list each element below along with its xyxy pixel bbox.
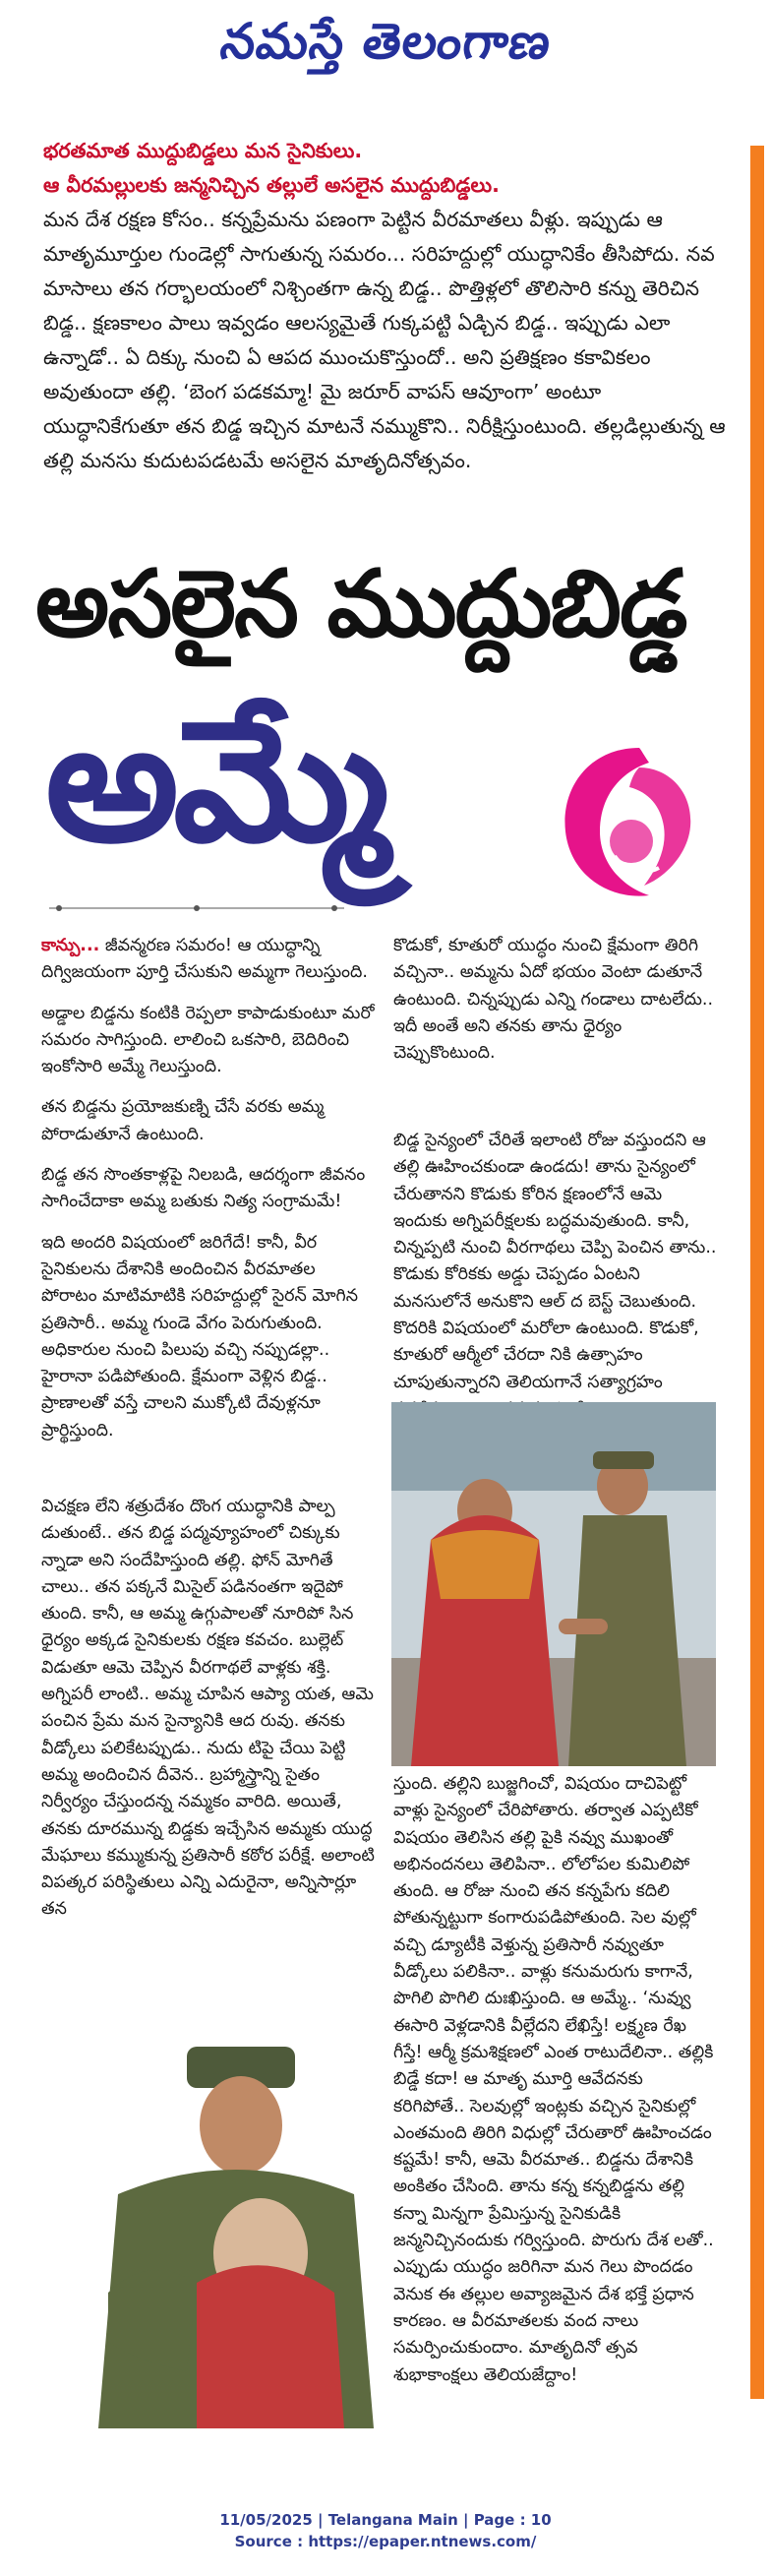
intro-block	[43, 134, 730, 478]
masthead	[0, 0, 771, 81]
newspaper-title: నమస్తే తెలంగాణ	[216, 12, 556, 70]
article-paragraph: అడ్డాల బిడ్డను కంటికి రెప్పలా కాపాడుకుంటూ మరో సమరం సాగిస్తుంది. లాలించి ఒకసారి, బెదిరించి ఇంకోసారి అమ్మే గెలుస్తుంది.	[41, 1003, 375, 1077]
article-column-right-bottom	[393, 1771, 718, 2403]
article-column-left-bottom	[41, 1494, 376, 1937]
side-accent-rule	[750, 146, 764, 2399]
footer-edition-info: 11/05/2025 | Telangana Main | Page : 10	[219, 2511, 552, 2529]
article-lead-word: కాన్పు...	[41, 936, 100, 955]
photo-mother-and-soldier	[391, 1402, 716, 1766]
intro-lead-1: భరతమాత ముద్దుబిడ్డలు మన సైనికులు.	[43, 139, 363, 162]
article-column-left	[41, 933, 376, 1458]
decorative-divider-icon	[49, 903, 344, 913]
page-footer	[0, 2509, 771, 2552]
headline-big-word: అమ్మే	[45, 685, 384, 880]
article-column-right-mid	[393, 1128, 718, 1437]
intro-body: మన దేశ రక్షణ కోసం.. కన్నప్రేమను పణంగా పెట్టిన వీరమాతలు వీళ్లు. ఇప్పుడు ఆ మాతృమూర్తుల గుండెల్లో సాగుతున్న సమరం... సరిహద్దుల్లో యుద్ధానికేం తీసిపోదు. నవ మాసాలు తన గర్భాలయంలో నిశ్చింతగా ఉన్న బిడ్డ.. పొత్తిళ్లలో తొలిసారి కన్ను తెరిచిన బిడ్డ.. క్షణకాలం పాలు ఇవ్వడం ఆలస్యమైతే గుక్కపట్టి ఏడ్చిన బిడ్డ.. ఇప్పుడు ఎలా ఉన్నాడో.. ఏ దిక్కు నుంచి ఏ ఆపద ముంచుకొస్తుందో.. అని ప్రతిక్షణం కకావికలం అవుతుందా తల్లి. ‘బెంగ పడకమ్మా! మై జరూర్ వాపస్ ఆవూంగా’ అంటూ యుద్ధానికేగుతూ తన బిడ్డ ఇచ్చిన మాటనే నమ్ముకొని.. నిరీక్షిస్తుంటుంది. తల్లడిల్లుతున్న ఆ తల్లి మనసు కుదుటపడటమే అసలైన మాతృదినోత్సవం.	[43, 208, 726, 472]
mother-child-icon	[521, 738, 718, 905]
article-paragraph: విచక్షణ లేని శత్రుదేశం దొంగ యుద్ధానికి పాల్ప డుతుంటే.. తన బిడ్డ పద్మవ్యూహంలో చిక్కుకు న్నాడా అని సందేహిస్తుంది తల్లి. ఫోన్ మోగితే చాలు.. తన పక్కనే మిసైల్ పడినంతగా ఇదైపో తుంది. కానీ, ఆ అమ్మ ఉగ్గుపాలతో నూరిపో సిన ధైర్యం అక్కడ సైనికులకు రక్షణ కవచం. బుల్లెట్ విడుతూ ఆమె చెప్పిన వీరగాథలే వాళ్లకు శక్తి. అగ్నిపరీ లాంటి.. అమ్మ చూపిన ఆప్యా యత, ఆమె పంచిన ప్రేమ మన సైన్యానికి ఆద రువు. తనకు వీడ్కోలు పలికేటప్పుడు.. నుదు టిపై చేయి పెట్టి అమ్మ అందించిన దీవెన.. బ్రహ్మాస్త్రాన్ని సైతం నిర్వీర్యం చేస్తుందన్న నమ్మకం వారిది. అయితే, తనకు దూరమున్న బిడ్డకు ఇచ్చేసిన అమ్మకు యుద్ధ మేఘాలు కమ్ముకున్న ప్రతిసారీ కఠోర పరీక్షే. అలాంటి విపత్కర పరిస్థితులు ఎన్ని ఎదురైనా, అన్నిసార్లూ తన	[41, 1497, 375, 1920]
photo-soldier-embracing-mother	[79, 2047, 374, 2428]
headline: అసలైన ముద్దుబిడ్డ	[35, 551, 686, 658]
footer-source: Source : https://epaper.ntnews.com/	[234, 2533, 537, 2550]
article-paragraph: ఇది అందరి విషయంలో జరిగేదే! కానీ, వీర సైనికులను దేశానికి అందించిన వీరమాతల పోరాటం మాటిమాటికి సరిహద్దుల్లో సైరన్ మోగిన ప్రతిసారీ.. అమ్మ గుండె వేగం పెరుగుతుంది. అధికారుల నుంచి పిలుపు వచ్చి నప్పుడల్లా.. హైరానా పడిపోతుంది. క్షేమంగా వెళ్లిన బిడ్డ.. ప్రాణాలతో వస్తే చాలని ముక్కోటి దేవుళ్లనూ ప్రార్థిస్తుంది.	[41, 1232, 358, 1441]
article-paragraph: స్తుంది. తల్లిని బుజ్జగించో, విషయం దాచిపెట్టో వాళ్లు సైన్యంలో చేరిపోతారు. తర్వాత ఎప్పటికో విషయం తెలిసిన తల్లి పైకి నవ్వు ముఖంతో అభినందనలు తెలిపినా.. లోలోపల కుమిలిపో తుంది. ఆ రోజు నుంచి తన కన్నపేగు కదిలి పోతున్నట్టుగా కంగారుపడిపోతుంది. సెల వుల్లో వచ్చి డ్యూటీకి వెళ్తున్న ప్రతిసారీ నవ్వుతూ వీడ్కోలు పలికినా.. వాళ్లు కనుమరుగు కాగానే, పొగిలి పొగిలి దుఃఖిస్తుంది. ఆ అమ్మే.. ‘నువ్వు ఈసారి వెళ్లడానికి వీల్లేదని లేఖిస్తే! లక్ష్మణ రేఖ గీస్తే! ఆర్మీ క్రమశిక్షణలో ఎంత రాటుదేలినా.. తల్లికి బిడ్డే కదా! ఆ మాతృ మూర్తి ఆవేదనకు కరిగిపోతే.. సెలవుల్లో ఇంట్లకు వచ్చిన సైనికుల్లో ఎంతమంది తిరిగి విధుల్లో చేరుతారో ఊహించడం కష్టమే! కానీ, ఆమె వీరమాత.. బిడ్డను దేశానికి అంకితం చేసింది. తాను కన్న కన్నబిడ్డను తల్లి కన్నా మిన్నగా ప్రేమిస్తున్న సైనికుడికి జన్మనిచ్చినందుకు గర్విస్తుంది. పొరుగు దేశ లతో.. ఎప్పుడు యుద్ధం జరిగినా మన గెలు పొందడం వెనుక ఈ తల్లుల అవ్యాజమైన దేశ భక్తే ప్రధాన కారణం. ఆ వీరమాతలకు వంద నాలు సమర్పించుకుందాం. మాతృదినో త్సవ శుభాకాంక్షలు తెలియజేద్దాం!	[393, 1774, 714, 2385]
article-paragraph: బిడ్డ తన సొంతకాళ్లపై నిలబడి, ఆదర్శంగా జీవనం సాగించేదాకా అమ్మ బతుకు నిత్య సంగ్రామమే!	[41, 1165, 366, 1212]
article-paragraph: కాన్పు... జీవన్మరణ సమరం! ఆ యుద్ధాన్ని దిగ్విజయంగా పూర్తి చేసుకుని అమ్మగా గెలుస్తుంది.	[41, 936, 368, 983]
article-column-right-top	[393, 933, 718, 1080]
intro-lead-2: ఆ వీరమల్లులకు జన్మనిచ్చిన తల్లులే అసలైన ముద్దుబిడ్డలు.	[43, 173, 500, 197]
article-paragraph: బిడ్డ సైన్యంలో చేరితే ఇలాంటి రోజు వస్తుందని ఆ తల్లి ఊహించకుండా ఉండదు! తాను సైన్యంలో చేరుతానని కొడుకు కోరిన క్షణంలోనే ఆమె ఇందుకు అగ్నిపరీక్షలకు బద్ధమవుతుంది. కానీ, చిన్నప్పటి నుంచి వీరగాథలు చెప్పి పెంచిన తాను.. కొడుకు కోరికకు అడ్డు చెప్పడం ఏంటని మనసులోనే అనుకొని ఆల్ ద బెస్ట్ చెబుతుంది. కొదరికి విషయంలో మరోలా ఉంటుంది. కొడుకో, కూతురో ఆర్మీలో చేరదా నికి ఉత్సాహం చూపుతున్నారని తెలియగానే సత్యాగ్రహం	[393, 1131, 717, 1392]
article-paragraph: తన బిడ్డను ప్రయోజకుణ్ని చేసే వరకు అమ్మ పోరాడుతూనే ఉంటుంది.	[41, 1097, 325, 1144]
article-paragraph: కొడుకో, కూతురో యుద్ధం నుంచి క్షేమంగా తిరిగి వచ్చినా.. అమ్మను ఏదో భయం వెంటా డుతూనే ఉంటుంది. చిన్నప్పుడు ఎన్ని గండాలు దాటలేదు.. ఇదీ అంతే అని తనకు తాను ధైర్యం చెప్పుకొంటుంది.	[393, 936, 714, 1064]
